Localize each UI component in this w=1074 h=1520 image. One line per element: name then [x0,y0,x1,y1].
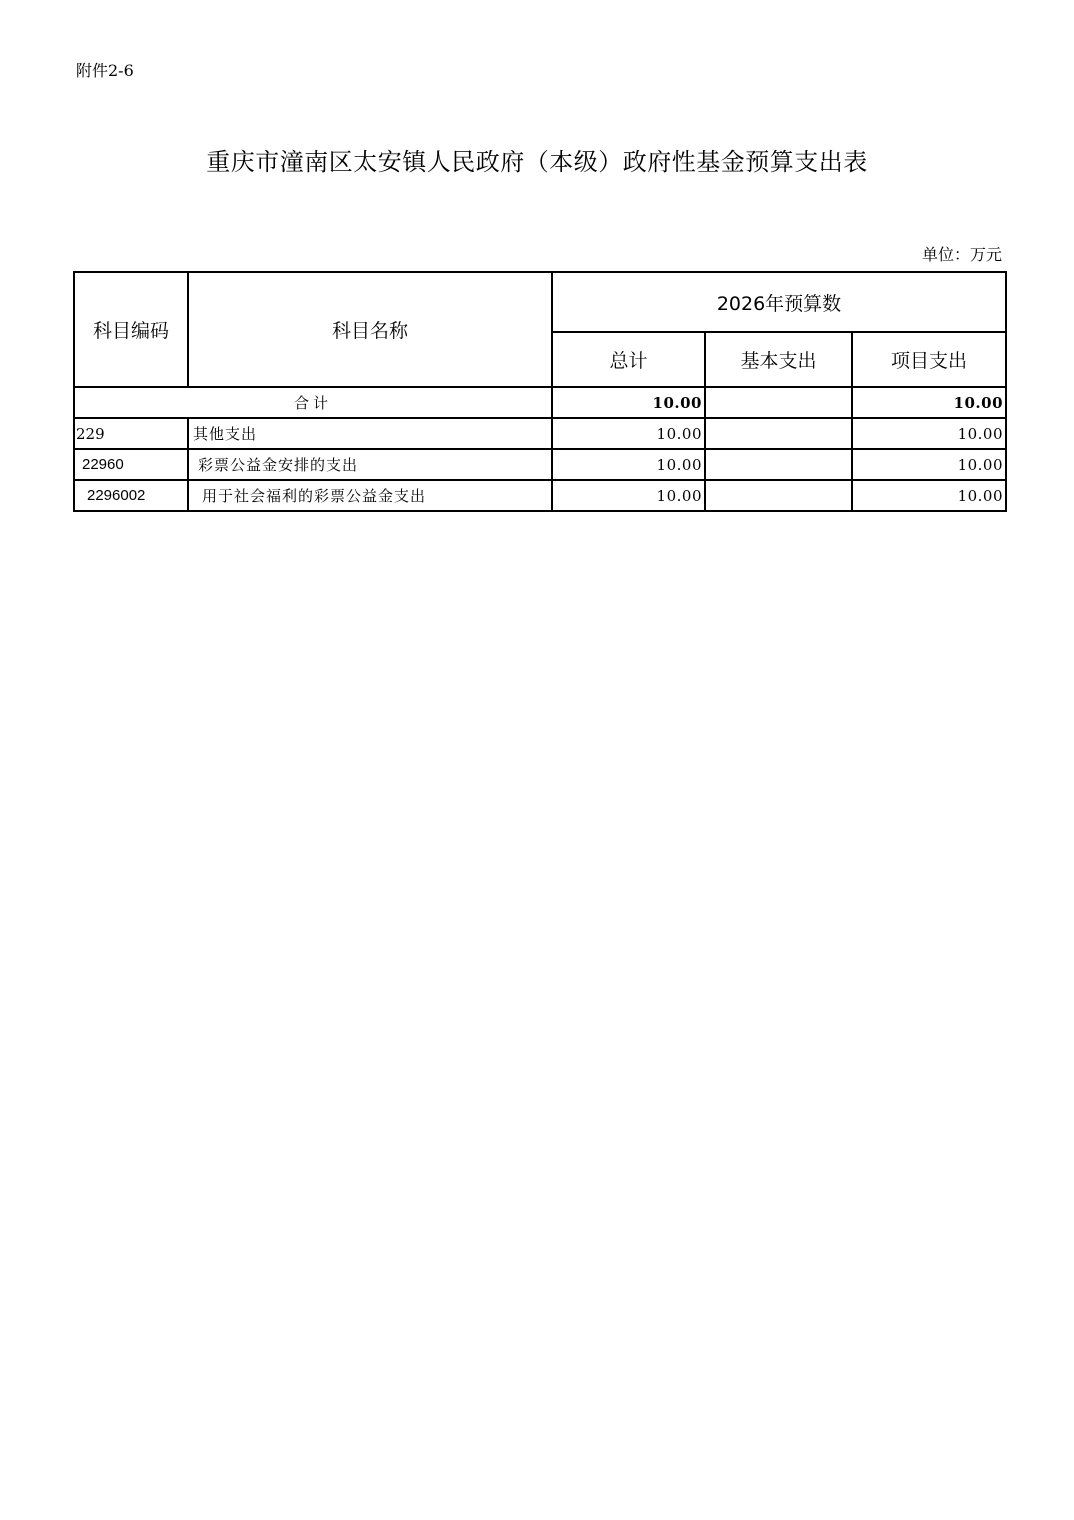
header-budget-group: 2026年预算数 [552,272,1006,332]
header-name: 科目名称 [188,272,552,387]
code-cell: 229 [74,418,188,449]
page-title: 重庆市潼南区太安镇人民政府（本级）政府性基金预算支出表 [206,148,868,176]
header-basic: 基本支出 [705,332,852,387]
basic-cell [705,449,852,480]
total-cell: 10.00 [552,480,705,511]
name-cell: 用于社会福利的彩票公益金支出 [188,480,552,511]
basic-cell [705,480,852,511]
total-label: 合计 [74,387,552,418]
basic-cell [705,418,852,449]
table-row [74,449,1006,480]
unit-label: 单位：万元 [921,245,1002,264]
header-total: 总计 [552,332,705,387]
name-cell: 其他支出 [188,418,552,449]
total-basic-cell [705,387,852,418]
attachment-label: 附件2-6 [76,61,134,80]
total-project-cell: 10.00 [852,387,1006,418]
total-cell: 10.00 [552,418,705,449]
total-cell: 10.00 [552,449,705,480]
total-row [74,387,1006,418]
table-row [74,480,1006,511]
code-cell: 22960 [74,449,188,480]
budget-table [73,271,1007,512]
header-code: 科目编码 [74,272,188,387]
project-cell: 10.00 [852,480,1006,511]
project-cell: 10.00 [852,418,1006,449]
total-total-cell: 10.00 [552,387,705,418]
header-project: 项目支出 [852,332,1006,387]
header-row-1 [74,272,1006,332]
table-row [74,418,1006,449]
name-cell: 彩票公益金安排的支出 [188,449,552,480]
project-cell: 10.00 [852,449,1006,480]
code-cell: 2296002 [74,480,188,511]
